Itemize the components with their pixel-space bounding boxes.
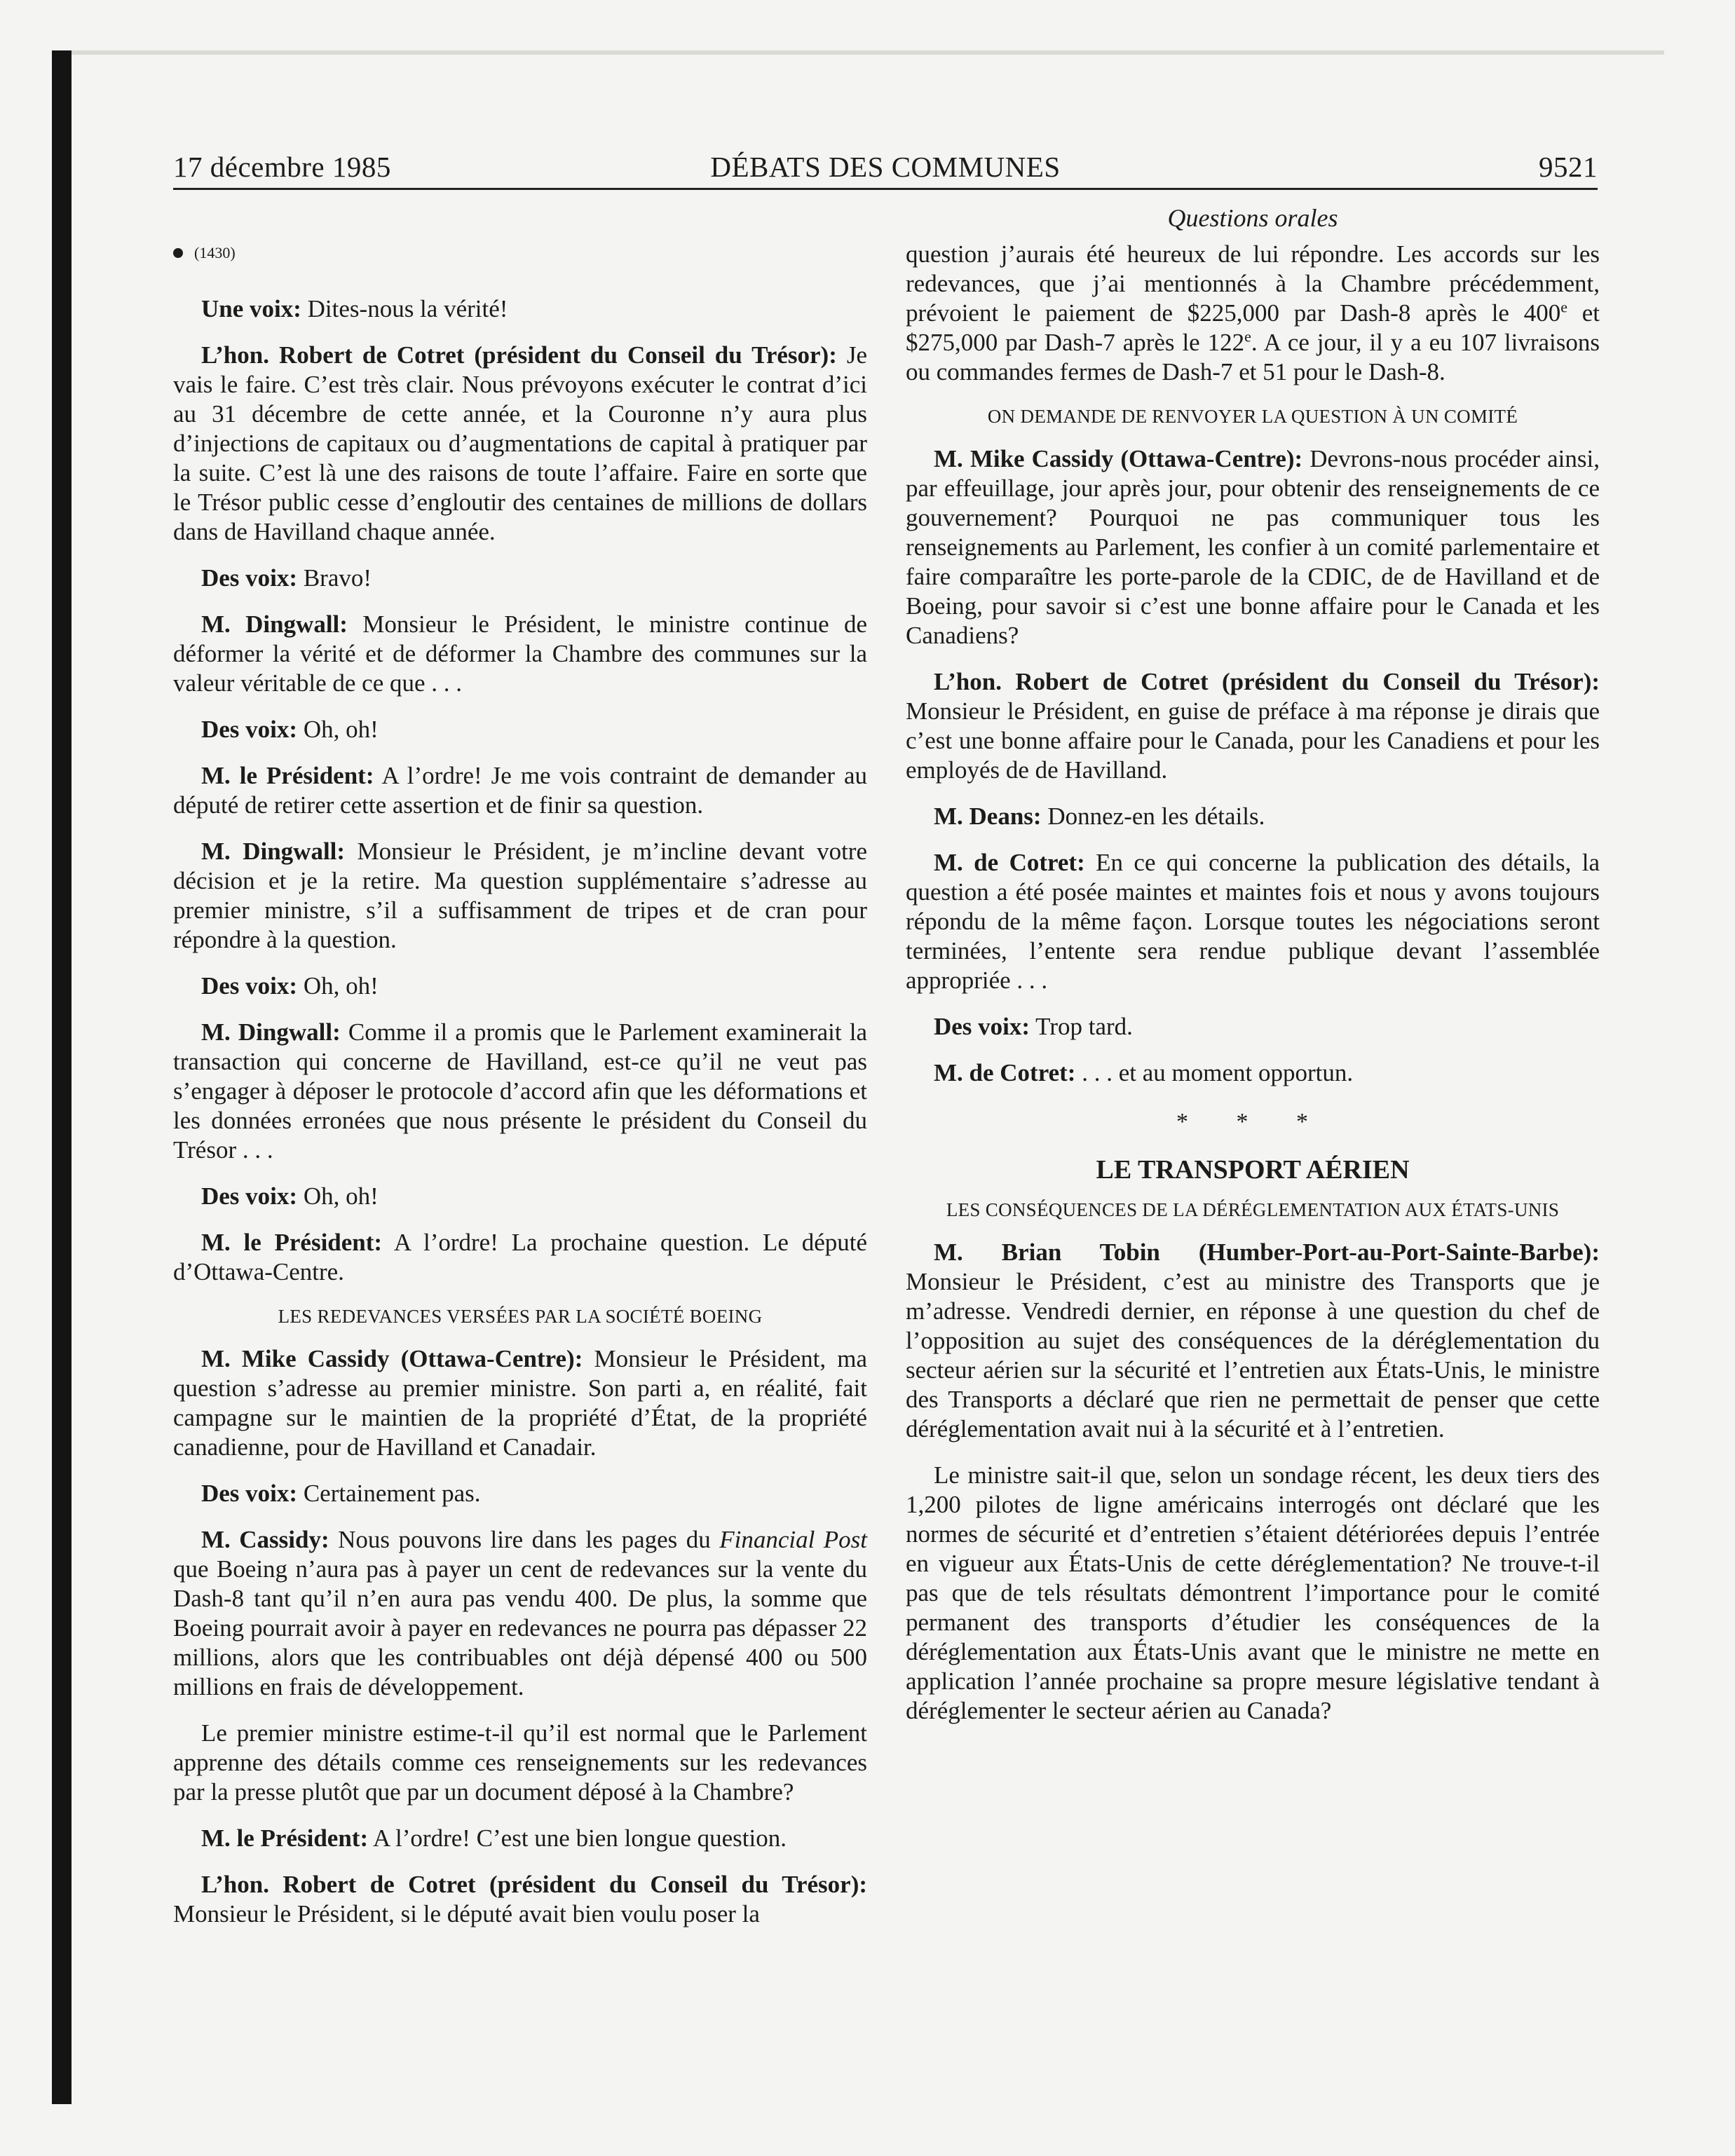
superscript: e [1560,298,1567,316]
speaker: M. Mike Cassidy (Ottawa-Centre): [201,1345,583,1372]
speech: Bravo! [297,564,372,592]
paragraph [906,1238,1600,1444]
speaker: M. Dingwall: [201,610,348,638]
speaker: L’hon. Robert de Cotret (président du Conseil du Trésor): [201,341,837,369]
running-head: Questions orales [1167,204,1338,232]
paragraph-continued [906,240,1600,387]
paragraph [906,848,1600,995]
speech: Oh, oh! [297,716,379,743]
paragraph [173,294,867,324]
page-number: 9521 [1539,151,1598,183]
speaker: M. Cassidy: [201,1526,329,1553]
paragraph: Le premier ministre estime-t-il qu’il est normal que le Parlement apprenne des détails comme ces renseignements sur les redevances par la presse plutôt que par un document déposé à la Chambre? [173,1719,867,1806]
speech: Monsieur le Président, je m’incline devant votre décision et je la retire. Ma question supplémentaire s’adresse au premier ministre, s’il a suffisamment de tripes et de cran pour répondre à la question. [173,838,867,953]
header-rule [173,188,1598,190]
right-column [906,203,1600,1742]
speaker: M. le Président: [201,1824,369,1852]
speaker: Des voix: [201,1182,298,1210]
paragraph [173,610,867,698]
speech: A l’ordre! La prochaine question. Le député d’Ottawa-Centre. [173,1229,867,1285]
speech: Donnez-en les détails. [1041,803,1265,830]
speech: A l’ordre! C’est une bien longue question. [368,1824,787,1852]
speech: et $275,000 par Dash-7 après le 122 [906,299,1600,356]
speech: Monsieur le Président, le ministre continue de déformer la vérité et de déformer la Chambre des communes sur la valeur véritable de ce que . . . [173,610,867,697]
subheading: ON DEMANDE DE RENVOYER LA QUESTION À UN COMITÉ [987,406,1518,427]
header-title: DÉBATS DES COMMUNES [710,151,1061,183]
speech: A l’ordre! Je me vois contraint de demander au député de retirer cette assertion et de finir sa question. [173,762,867,819]
timestamp-marker [173,238,867,268]
speaker: M. Deans: [934,803,1042,830]
paragraph [173,1182,867,1211]
speaker: M. Dingwall: [201,838,346,865]
section-divider: * * * [1176,1109,1329,1135]
left-column [173,238,867,1946]
section-heading: LE TRANSPORT AÉRIEN [1096,1155,1410,1185]
paragraph [173,1228,867,1287]
speaker: L’hon. Robert de Cotret (président du Conseil du Trésor): [934,668,1600,695]
paragraph [173,341,867,547]
speaker: Des voix: [201,716,298,743]
speech: . . . et au moment opportun. [1075,1059,1354,1086]
speech: Dites-nous la vérité! [301,295,508,322]
header-date: 17 décembre 1985 [173,151,391,183]
paragraph [173,971,867,1001]
speaker: M. Dingwall: [201,1018,341,1046]
speaker: Des voix: [201,564,298,592]
paragraph: Le ministre sait-il que, selon un sondage récent, les deux tiers des 1,200 pilotes de ligne américains interrogés ont déclaré que les normes de sécurité et d’entretien s’étaient détériorées depuis l’entrée en vigueur aux États-Unis de cette déréglementation? Ne trouve-t-il pas que de tels résultats démontrent l’importance pour le comité permanent des transports d’étudier les conséquences de la déréglementation aux États-Unis avant que le ministre ne mette en application l’année prochaine sa propre mesure législative tendant à déréglementer le secteur aérien au Canada? [906,1461,1600,1724]
speech: Certainement pas. [297,1480,481,1507]
speaker: M. le Président: [201,762,374,789]
speech: Comme il a promis que le Parlement examinerait la transaction qui concerne de Havilland, est-ce qu’il ne veut pas s’engager à déposer le protocole d’accord afin que les déformations et les données erronées que nous présente le président du Conseil du Trésor . . . [173,1018,867,1164]
paragraph [906,444,1600,650]
speaker: M. le Président: [201,1229,383,1256]
speech: Nous pouvons lire dans les pages du [329,1526,720,1553]
speech: Oh, oh! [297,1182,379,1210]
speaker: Des voix: [201,972,298,999]
speaker: Des voix: [934,1013,1030,1040]
paragraph [173,1525,867,1702]
paragraph [906,1012,1600,1042]
speaker: M. de Cotret: [934,849,1085,876]
speaker: Des voix: [201,1480,298,1507]
speaker: L’hon. Robert de Cotret (président du Conseil du Trésor): [201,1871,867,1898]
publication-title: Financial Post [719,1526,867,1553]
paragraph [173,761,867,820]
speaker: M. de Cotret: [934,1059,1076,1086]
scan-border [52,50,1664,55]
paragraph [173,1344,867,1462]
paragraph [906,667,1600,785]
speech: Trop tard. [1030,1013,1133,1040]
speech: . A ce jour, il y a eu 107 livraisons ou commandes fermes de Dash-7 et 51 pour le Dash-8. [906,329,1600,386]
paragraph [173,715,867,744]
speech: question j’aurais été heureux de lui répondre. Les accords sur les redevances, que j’ai mentionnés à la Chambre précédemment, prévoient le paiement de $225,000 par Dash-8 après le 400 [906,240,1600,327]
speech: Monsieur le Président, ma question s’adresse au premier ministre. Son parti a, en réalité, fait campagne sur le maintien de la propriété d’État, de la propriété canadienne, pour de Havilland et Canadair. [173,1345,867,1461]
bullet-icon [173,248,183,258]
superscript: e [1244,327,1251,346]
paragraph [173,1824,867,1853]
speech: En ce qui concerne la publication des détails, la question a été posée maintes et maintes fois et nous y avons toujours répondu de la même façon. Lorsque toutes les négociations seront terminées, l’entente sera rendue publique devant l’assemblée appropriée . . . [906,849,1600,994]
speech: Je vais le faire. C’est très clair. Nous prévoyons exécuter le contrat d’ici au 31 décembre de cette année, et la Couronne n’y aura plus d’injections de capitaux ou d’augmentations de capital à pratiquer par la suite. C’est là une des raisons de toute l’affaire. Faire en sorte que le Trésor public cesse d’engloutir des centaines de millions de dollars dans de Havilland chaque année. [173,341,868,545]
paragraph [173,564,867,593]
paragraph [173,1870,867,1929]
subheading: LES CONSÉQUENCES DE LA DÉRÉGLEMENTATION AUX ÉTATS-UNIS [946,1199,1560,1220]
speech: Monsieur le Président, en guise de préface à ma réponse je dirais que c’est une bonne affaire pour le Canada, pour les Canadiens et pour les employés de de Havilland. [906,697,1600,784]
paragraph [173,1479,867,1508]
paragraph [906,1058,1600,1088]
paragraph [173,837,867,955]
speaker: Une voix: [201,295,301,322]
speech: Oh, oh! [297,972,379,999]
speech: Devrons-nous procéder ainsi, par effeuillage, jour après jour, pour obtenir des renseignements de ce gouvernement? Pourquoi ne pas communiquer tous les renseignements au Parlement, les confier à un comité parlementaire et faire comparaître les porte-parole de la CDIC, de de Havilland et de Boeing, pour savoir si c’est une bonne affaire pour le Canada et les Canadiens? [906,445,1600,649]
scan-binding-edge [52,50,72,2104]
speech: que Boeing n’aura pas à payer un cent de redevances sur la vente du Dash-8 tant qu’il n’en aura pas vendu 400. De plus, la somme que Boeing pourrait avoir à payer en redevances ne pourra pas dépasser 22 millions, alors que les contribuables ont déjà dépensé 400 ou 500 millions en frais de développement. [173,1555,867,1700]
speaker: M. Brian Tobin (Humber-Port-au-Port-Sainte-Barbe): [934,1239,1600,1266]
subheading: LES REDEVANCES VERSÉES PAR LA SOCIÉTÉ BOEING [278,1306,763,1327]
speaker: M. Mike Cassidy (Ottawa-Centre): [934,445,1303,472]
paragraph [173,1018,867,1165]
speech: Monsieur le Président, c’est au ministre des Transports que je m’adresse. Vendredi dernier, en réponse à une question du chef de l’opposition au sujet des conséquences de la déréglementation du secteur aérien sur la sécurité et l’entretien aux États-Unis, le ministre des Transports a déclaré que rien ne permettait de penser que cette déréglementation avait nui à la sécurité et à l’entretien. [906,1268,1600,1442]
paragraph [906,802,1600,831]
page-header [173,150,1598,186]
timestamp: (1430) [194,244,236,261]
speech: Monsieur le Président, si le député avait bien voulu poser la [173,1900,760,1928]
